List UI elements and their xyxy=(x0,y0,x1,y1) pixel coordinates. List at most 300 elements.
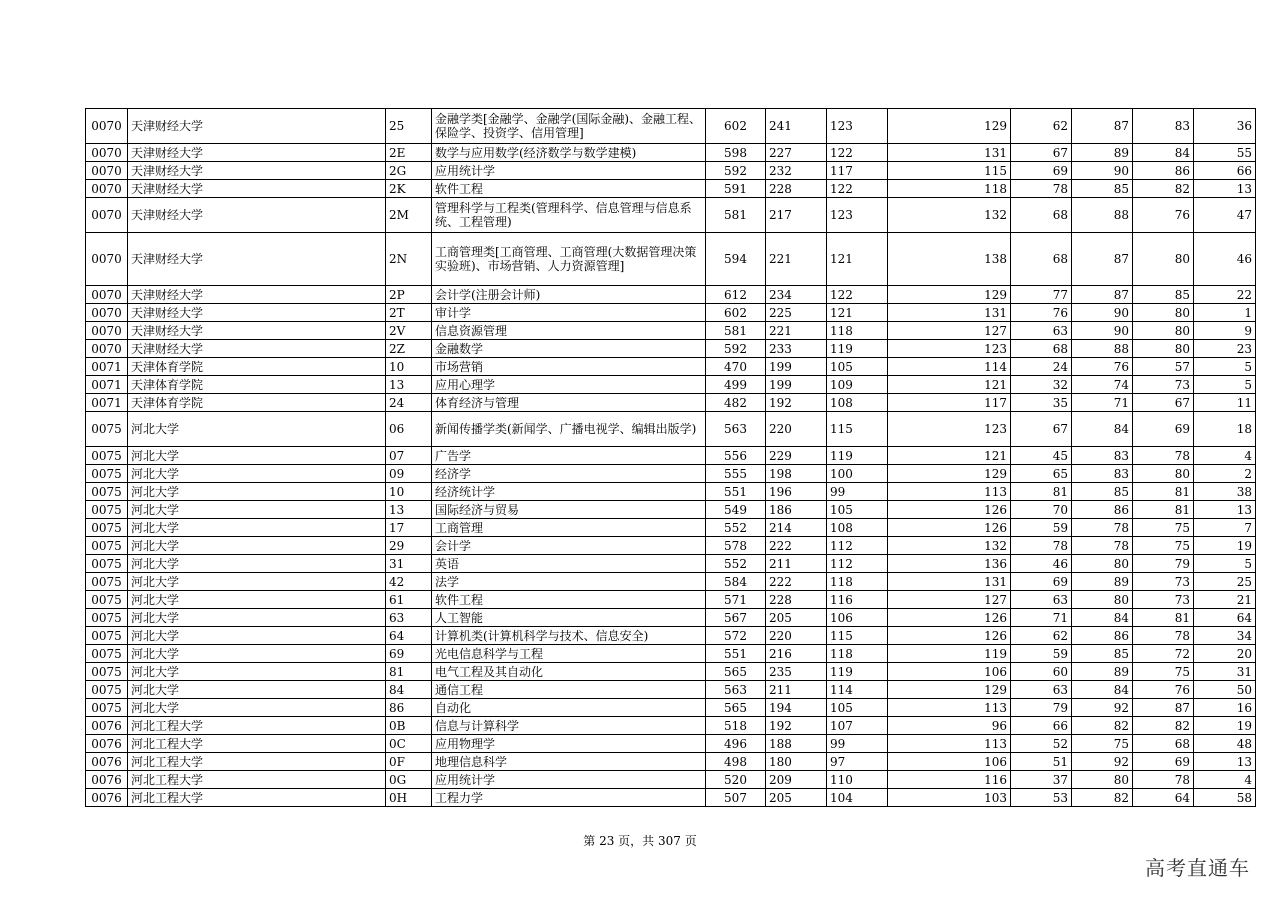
score-col8-cell: 5 xyxy=(1194,358,1256,376)
score-col3-cell: 108 xyxy=(827,519,888,537)
table-row xyxy=(86,304,1256,322)
admission-score-table xyxy=(85,108,1256,807)
score-col4-cell: 132 xyxy=(888,198,1011,233)
school-code-cell: 0075 xyxy=(86,627,128,645)
score-total-cell: 592 xyxy=(706,162,766,180)
major-name-cell: 会计学(注册会计师) xyxy=(432,286,706,304)
score-col8-cell: 1 xyxy=(1194,304,1256,322)
school-code-cell: 0071 xyxy=(86,376,128,394)
score-col7-cell: 67 xyxy=(1133,394,1194,412)
score-col3-cell: 109 xyxy=(827,376,888,394)
score-col8-cell: 66 xyxy=(1194,162,1256,180)
score-col5-cell: 59 xyxy=(1011,519,1072,537)
score-col8-cell: 36 xyxy=(1194,109,1256,144)
score-col6-cell: 88 xyxy=(1072,198,1133,233)
score-col4-cell: 115 xyxy=(888,162,1011,180)
score-col7-cell: 76 xyxy=(1133,198,1194,233)
score-col2-cell: 220 xyxy=(766,412,827,447)
score-col3-cell: 122 xyxy=(827,144,888,162)
score-col8-cell: 9 xyxy=(1194,322,1256,340)
school-name-cell: 河北大学 xyxy=(128,465,386,483)
score-col3-cell: 99 xyxy=(827,735,888,753)
score-col3-cell: 121 xyxy=(827,233,888,286)
score-col7-cell: 69 xyxy=(1133,412,1194,447)
score-col7-cell: 81 xyxy=(1133,483,1194,501)
major-code-cell: 0C xyxy=(386,735,432,753)
score-col4-cell: 136 xyxy=(888,555,1011,573)
score-col4-cell: 118 xyxy=(888,180,1011,198)
school-name-cell: 河北大学 xyxy=(128,627,386,645)
school-name-cell: 河北工程大学 xyxy=(128,789,386,807)
school-code-cell: 0070 xyxy=(86,180,128,198)
score-col5-cell: 68 xyxy=(1011,198,1072,233)
school-name-cell: 河北大学 xyxy=(128,609,386,627)
score-total-cell: 499 xyxy=(706,376,766,394)
score-col5-cell: 69 xyxy=(1011,162,1072,180)
table-row xyxy=(86,483,1256,501)
score-col6-cell: 78 xyxy=(1072,537,1133,555)
score-col7-cell: 80 xyxy=(1133,465,1194,483)
major-code-cell: 69 xyxy=(386,645,432,663)
score-col2-cell: 235 xyxy=(766,663,827,681)
score-col7-cell: 75 xyxy=(1133,663,1194,681)
major-code-cell: 2K xyxy=(386,180,432,198)
score-col6-cell: 78 xyxy=(1072,519,1133,537)
score-col2-cell: 241 xyxy=(766,109,827,144)
major-name-cell: 应用统计学 xyxy=(432,162,706,180)
score-col8-cell: 47 xyxy=(1194,198,1256,233)
score-col4-cell: 106 xyxy=(888,663,1011,681)
score-col7-cell: 82 xyxy=(1133,180,1194,198)
major-name-cell: 体育经济与管理 xyxy=(432,394,706,412)
school-code-cell: 0075 xyxy=(86,681,128,699)
score-col4-cell: 126 xyxy=(888,519,1011,537)
score-col4-cell: 121 xyxy=(888,447,1011,465)
score-col6-cell: 92 xyxy=(1072,753,1133,771)
score-total-cell: 496 xyxy=(706,735,766,753)
score-col2-cell: 229 xyxy=(766,447,827,465)
major-code-cell: 86 xyxy=(386,699,432,717)
score-col6-cell: 85 xyxy=(1072,645,1133,663)
score-total-cell: 612 xyxy=(706,286,766,304)
score-col5-cell: 53 xyxy=(1011,789,1072,807)
score-col4-cell: 138 xyxy=(888,233,1011,286)
score-total-cell: 563 xyxy=(706,681,766,699)
score-col7-cell: 76 xyxy=(1133,681,1194,699)
school-code-cell: 0075 xyxy=(86,501,128,519)
table-row xyxy=(86,501,1256,519)
score-col5-cell: 65 xyxy=(1011,465,1072,483)
score-col4-cell: 106 xyxy=(888,753,1011,771)
score-col2-cell: 205 xyxy=(766,789,827,807)
table-row xyxy=(86,198,1256,233)
score-col5-cell: 37 xyxy=(1011,771,1072,789)
major-code-cell: 2T xyxy=(386,304,432,322)
score-total-cell: 549 xyxy=(706,501,766,519)
school-code-cell: 0076 xyxy=(86,753,128,771)
score-col3-cell: 104 xyxy=(827,789,888,807)
major-code-cell: 13 xyxy=(386,376,432,394)
score-col3-cell: 99 xyxy=(827,483,888,501)
score-col6-cell: 87 xyxy=(1072,286,1133,304)
score-col5-cell: 51 xyxy=(1011,753,1072,771)
score-col3-cell: 115 xyxy=(827,627,888,645)
score-col3-cell: 119 xyxy=(827,663,888,681)
score-col2-cell: 222 xyxy=(766,573,827,591)
school-name-cell: 天津财经大学 xyxy=(128,162,386,180)
score-col8-cell: 64 xyxy=(1194,609,1256,627)
score-total-cell: 552 xyxy=(706,555,766,573)
table-row xyxy=(86,180,1256,198)
score-total-cell: 518 xyxy=(706,717,766,735)
score-col5-cell: 68 xyxy=(1011,340,1072,358)
major-code-cell: 17 xyxy=(386,519,432,537)
score-col4-cell: 131 xyxy=(888,304,1011,322)
school-name-cell: 河北工程大学 xyxy=(128,735,386,753)
school-code-cell: 0071 xyxy=(86,394,128,412)
score-col7-cell: 81 xyxy=(1133,501,1194,519)
major-name-cell: 经济统计学 xyxy=(432,483,706,501)
score-total-cell: 556 xyxy=(706,447,766,465)
school-name-cell: 河北大学 xyxy=(128,447,386,465)
score-total-cell: 563 xyxy=(706,412,766,447)
score-col4-cell: 114 xyxy=(888,358,1011,376)
school-code-cell: 0070 xyxy=(86,340,128,358)
score-col8-cell: 34 xyxy=(1194,627,1256,645)
table-row xyxy=(86,699,1256,717)
school-name-cell: 天津体育学院 xyxy=(128,376,386,394)
score-col7-cell: 75 xyxy=(1133,519,1194,537)
major-name-cell: 会计学 xyxy=(432,537,706,555)
school-name-cell: 河北大学 xyxy=(128,501,386,519)
school-code-cell: 0071 xyxy=(86,358,128,376)
major-code-cell: 0G xyxy=(386,771,432,789)
score-col4-cell: 123 xyxy=(888,340,1011,358)
score-col7-cell: 81 xyxy=(1133,609,1194,627)
score-col8-cell: 16 xyxy=(1194,699,1256,717)
table-row xyxy=(86,286,1256,304)
school-code-cell: 0076 xyxy=(86,735,128,753)
score-col2-cell: 192 xyxy=(766,394,827,412)
major-name-cell: 自动化 xyxy=(432,699,706,717)
table-row xyxy=(86,233,1256,286)
school-name-cell: 河北大学 xyxy=(128,591,386,609)
score-col6-cell: 89 xyxy=(1072,663,1133,681)
score-col8-cell: 2 xyxy=(1194,465,1256,483)
score-col7-cell: 72 xyxy=(1133,645,1194,663)
score-col5-cell: 67 xyxy=(1011,412,1072,447)
score-col6-cell: 80 xyxy=(1072,771,1133,789)
score-col3-cell: 105 xyxy=(827,358,888,376)
score-col8-cell: 25 xyxy=(1194,573,1256,591)
table-row xyxy=(86,555,1256,573)
score-col7-cell: 78 xyxy=(1133,771,1194,789)
school-name-cell: 天津财经大学 xyxy=(128,233,386,286)
major-name-cell: 国际经济与贸易 xyxy=(432,501,706,519)
score-total-cell: 581 xyxy=(706,322,766,340)
score-col2-cell: 188 xyxy=(766,735,827,753)
score-col2-cell: 216 xyxy=(766,645,827,663)
score-col2-cell: 217 xyxy=(766,198,827,233)
school-name-cell: 河北工程大学 xyxy=(128,717,386,735)
school-code-cell: 0075 xyxy=(86,645,128,663)
major-name-cell: 英语 xyxy=(432,555,706,573)
major-name-cell: 市场营销 xyxy=(432,358,706,376)
score-col8-cell: 19 xyxy=(1194,537,1256,555)
score-col5-cell: 60 xyxy=(1011,663,1072,681)
major-name-cell: 软件工程 xyxy=(432,591,706,609)
score-col2-cell: 232 xyxy=(766,162,827,180)
score-col4-cell: 126 xyxy=(888,627,1011,645)
score-col4-cell: 103 xyxy=(888,789,1011,807)
table-row xyxy=(86,144,1256,162)
score-col5-cell: 35 xyxy=(1011,394,1072,412)
major-code-cell: 81 xyxy=(386,663,432,681)
school-name-cell: 河北大学 xyxy=(128,699,386,717)
major-code-cell: 2P xyxy=(386,286,432,304)
score-col6-cell: 86 xyxy=(1072,627,1133,645)
score-col3-cell: 112 xyxy=(827,555,888,573)
score-col5-cell: 76 xyxy=(1011,304,1072,322)
score-col8-cell: 19 xyxy=(1194,717,1256,735)
score-col8-cell: 5 xyxy=(1194,555,1256,573)
table-row xyxy=(86,358,1256,376)
table-row xyxy=(86,735,1256,753)
table-row xyxy=(86,771,1256,789)
major-code-cell: 24 xyxy=(386,394,432,412)
score-total-cell: 507 xyxy=(706,789,766,807)
school-code-cell: 0070 xyxy=(86,286,128,304)
score-col2-cell: 199 xyxy=(766,358,827,376)
table-row xyxy=(86,394,1256,412)
score-col3-cell: 119 xyxy=(827,447,888,465)
major-name-cell: 通信工程 xyxy=(432,681,706,699)
score-col2-cell: 199 xyxy=(766,376,827,394)
score-col3-cell: 119 xyxy=(827,340,888,358)
score-col8-cell: 46 xyxy=(1194,233,1256,286)
score-col7-cell: 64 xyxy=(1133,789,1194,807)
score-total-cell: 602 xyxy=(706,304,766,322)
school-code-cell: 0070 xyxy=(86,109,128,144)
school-code-cell: 0075 xyxy=(86,412,128,447)
school-code-cell: 0070 xyxy=(86,198,128,233)
score-col4-cell: 131 xyxy=(888,144,1011,162)
major-code-cell: 2M xyxy=(386,198,432,233)
score-total-cell: 555 xyxy=(706,465,766,483)
school-code-cell: 0075 xyxy=(86,699,128,717)
score-col4-cell: 129 xyxy=(888,681,1011,699)
major-name-cell: 金融学类[金融学、金融学(国际金融)、金融工程、保险学、投资学、信用管理] xyxy=(432,109,706,144)
score-col2-cell: 234 xyxy=(766,286,827,304)
score-col5-cell: 66 xyxy=(1011,717,1072,735)
score-col2-cell: 205 xyxy=(766,609,827,627)
major-code-cell: 0F xyxy=(386,753,432,771)
score-col8-cell: 20 xyxy=(1194,645,1256,663)
score-col8-cell: 13 xyxy=(1194,180,1256,198)
school-name-cell: 河北大学 xyxy=(128,412,386,447)
score-col6-cell: 74 xyxy=(1072,376,1133,394)
table-row xyxy=(86,663,1256,681)
school-name-cell: 天津财经大学 xyxy=(128,144,386,162)
score-col6-cell: 75 xyxy=(1072,735,1133,753)
score-col8-cell: 38 xyxy=(1194,483,1256,501)
major-code-cell: 31 xyxy=(386,555,432,573)
score-col2-cell: 220 xyxy=(766,627,827,645)
score-total-cell: 498 xyxy=(706,753,766,771)
score-col8-cell: 13 xyxy=(1194,501,1256,519)
score-col5-cell: 81 xyxy=(1011,483,1072,501)
major-code-cell: 10 xyxy=(386,483,432,501)
score-col4-cell: 116 xyxy=(888,771,1011,789)
school-name-cell: 天津财经大学 xyxy=(128,180,386,198)
major-code-cell: 10 xyxy=(386,358,432,376)
table-row xyxy=(86,447,1256,465)
score-col3-cell: 106 xyxy=(827,609,888,627)
major-name-cell: 法学 xyxy=(432,573,706,591)
major-code-cell: 2G xyxy=(386,162,432,180)
score-col4-cell: 129 xyxy=(888,109,1011,144)
major-name-cell: 应用心理学 xyxy=(432,376,706,394)
score-col2-cell: 192 xyxy=(766,717,827,735)
score-col3-cell: 115 xyxy=(827,412,888,447)
score-col6-cell: 88 xyxy=(1072,340,1133,358)
score-col3-cell: 123 xyxy=(827,109,888,144)
major-name-cell: 审计学 xyxy=(432,304,706,322)
score-col6-cell: 85 xyxy=(1072,180,1133,198)
score-col6-cell: 80 xyxy=(1072,591,1133,609)
score-col2-cell: 221 xyxy=(766,233,827,286)
major-name-cell: 经济学 xyxy=(432,465,706,483)
school-code-cell: 0070 xyxy=(86,304,128,322)
score-col7-cell: 68 xyxy=(1133,735,1194,753)
major-name-cell: 软件工程 xyxy=(432,180,706,198)
major-name-cell: 计算机类(计算机科学与技术、信息安全) xyxy=(432,627,706,645)
school-name-cell: 天津财经大学 xyxy=(128,322,386,340)
table-row xyxy=(86,591,1256,609)
major-code-cell: 2E xyxy=(386,144,432,162)
table-row xyxy=(86,645,1256,663)
major-name-cell: 信息资源管理 xyxy=(432,322,706,340)
score-col7-cell: 73 xyxy=(1133,591,1194,609)
major-name-cell: 数学与应用数学(经济数学与数学建模) xyxy=(432,144,706,162)
major-name-cell: 工商管理类[工商管理、工商管理(大数据管理决策实验班)、市场营销、人力资源管理] xyxy=(432,233,706,286)
score-col8-cell: 23 xyxy=(1194,340,1256,358)
score-col8-cell: 13 xyxy=(1194,753,1256,771)
score-total-cell: 572 xyxy=(706,627,766,645)
score-col6-cell: 83 xyxy=(1072,465,1133,483)
score-col2-cell: 186 xyxy=(766,501,827,519)
score-col5-cell: 71 xyxy=(1011,609,1072,627)
score-col7-cell: 83 xyxy=(1133,109,1194,144)
major-code-cell: 84 xyxy=(386,681,432,699)
score-col7-cell: 73 xyxy=(1133,573,1194,591)
score-col2-cell: 198 xyxy=(766,465,827,483)
table-row xyxy=(86,789,1256,807)
score-col4-cell: 119 xyxy=(888,645,1011,663)
score-col5-cell: 69 xyxy=(1011,573,1072,591)
score-col6-cell: 76 xyxy=(1072,358,1133,376)
major-code-cell: 64 xyxy=(386,627,432,645)
score-col4-cell: 126 xyxy=(888,501,1011,519)
school-code-cell: 0075 xyxy=(86,609,128,627)
major-code-cell: 13 xyxy=(386,501,432,519)
score-total-cell: 578 xyxy=(706,537,766,555)
score-col4-cell: 121 xyxy=(888,376,1011,394)
score-col8-cell: 31 xyxy=(1194,663,1256,681)
table-row xyxy=(86,162,1256,180)
score-col3-cell: 100 xyxy=(827,465,888,483)
school-code-cell: 0075 xyxy=(86,519,128,537)
score-col7-cell: 87 xyxy=(1133,699,1194,717)
school-name-cell: 天津财经大学 xyxy=(128,198,386,233)
school-name-cell: 天津体育学院 xyxy=(128,394,386,412)
school-code-cell: 0075 xyxy=(86,555,128,573)
major-name-cell: 金融数学 xyxy=(432,340,706,358)
score-col4-cell: 129 xyxy=(888,286,1011,304)
score-col2-cell: 211 xyxy=(766,681,827,699)
table-row xyxy=(86,717,1256,735)
score-col6-cell: 86 xyxy=(1072,501,1133,519)
table-row xyxy=(86,753,1256,771)
score-col5-cell: 79 xyxy=(1011,699,1072,717)
score-total-cell: 551 xyxy=(706,645,766,663)
score-col2-cell: 222 xyxy=(766,537,827,555)
score-col6-cell: 87 xyxy=(1072,233,1133,286)
score-col6-cell: 89 xyxy=(1072,573,1133,591)
score-col3-cell: 97 xyxy=(827,753,888,771)
major-code-cell: 42 xyxy=(386,573,432,591)
score-col5-cell: 46 xyxy=(1011,555,1072,573)
score-col5-cell: 63 xyxy=(1011,322,1072,340)
score-col6-cell: 90 xyxy=(1072,304,1133,322)
table-row xyxy=(86,537,1256,555)
table-row xyxy=(86,340,1256,358)
table-row xyxy=(86,412,1256,447)
school-code-cell: 0075 xyxy=(86,591,128,609)
score-col5-cell: 52 xyxy=(1011,735,1072,753)
score-col6-cell: 82 xyxy=(1072,789,1133,807)
major-code-cell: 0H xyxy=(386,789,432,807)
major-code-cell: 2N xyxy=(386,233,432,286)
score-col6-cell: 83 xyxy=(1072,447,1133,465)
table-row xyxy=(86,681,1256,699)
school-code-cell: 0075 xyxy=(86,483,128,501)
score-col6-cell: 87 xyxy=(1072,109,1133,144)
school-name-cell: 河北大学 xyxy=(128,519,386,537)
score-col4-cell: 113 xyxy=(888,483,1011,501)
school-code-cell: 0070 xyxy=(86,233,128,286)
score-total-cell: 520 xyxy=(706,771,766,789)
score-total-cell: 581 xyxy=(706,198,766,233)
score-col4-cell: 131 xyxy=(888,573,1011,591)
score-col8-cell: 7 xyxy=(1194,519,1256,537)
score-col5-cell: 24 xyxy=(1011,358,1072,376)
score-col5-cell: 62 xyxy=(1011,627,1072,645)
score-col5-cell: 67 xyxy=(1011,144,1072,162)
score-col8-cell: 55 xyxy=(1194,144,1256,162)
score-col8-cell: 5 xyxy=(1194,376,1256,394)
school-name-cell: 河北工程大学 xyxy=(128,753,386,771)
score-col2-cell: 225 xyxy=(766,304,827,322)
score-total-cell: 598 xyxy=(706,144,766,162)
score-col6-cell: 82 xyxy=(1072,717,1133,735)
score-col5-cell: 78 xyxy=(1011,180,1072,198)
score-col4-cell: 129 xyxy=(888,465,1011,483)
score-col5-cell: 78 xyxy=(1011,537,1072,555)
major-name-cell: 电气工程及其自动化 xyxy=(432,663,706,681)
page-number: 第 23 页，共 307 页 xyxy=(583,834,697,848)
score-col4-cell: 126 xyxy=(888,609,1011,627)
